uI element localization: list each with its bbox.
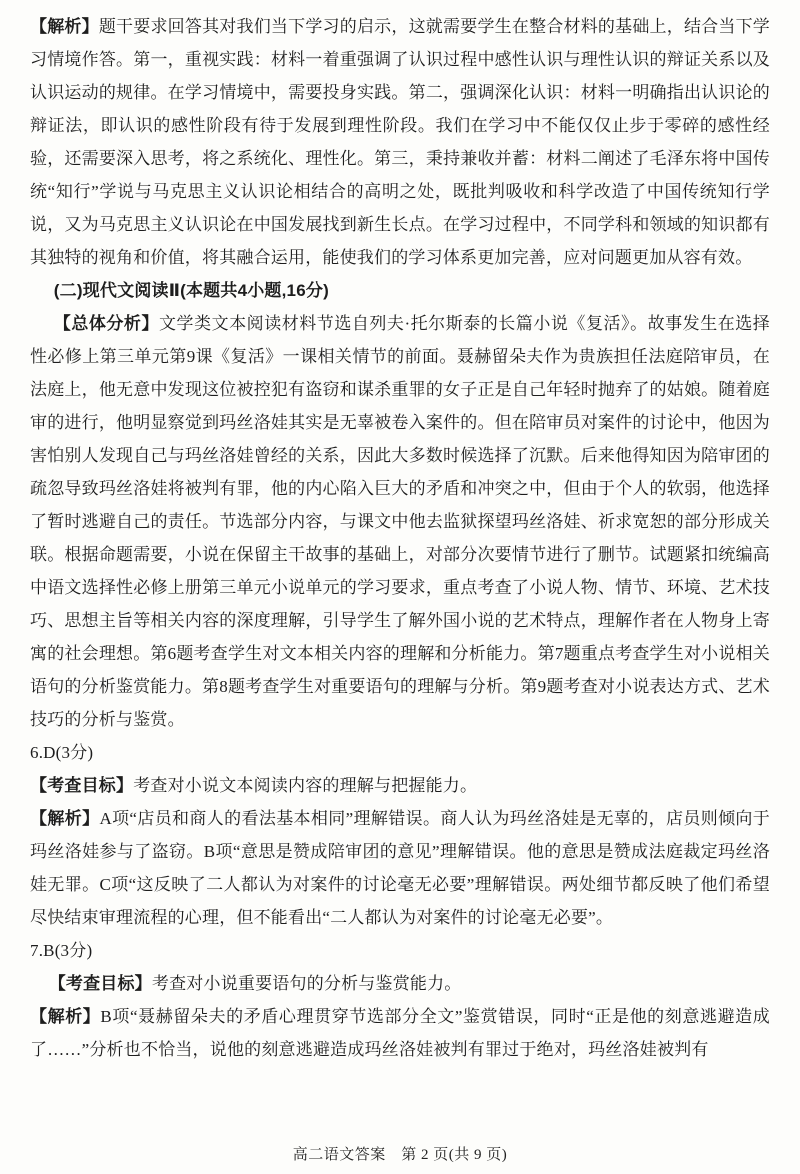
page-footer bbox=[0, 1143, 800, 1164]
q5-analysis-text: 题干要求回答其对我们当下学习的启示，这就需要学生在整合材料的基础上，结合当下学习情境作答。第一，重视实践：材料一着重强调了认识过程中感性认识与理性认识的辩证关系以及认识运动的规律。在学习情境中，需要投身实践。第二，强调深化认识：材料一明确指出认识论的辩证法，即认识的感性阶段有待于发展到理性阶段。我们在学习中不能仅仅止步于零碎的感性经验，还需要深入思考，将之系统化、理性化。第三，秉持兼收并蓄：材料二阐述了毛泽东将中国传统“知行”学说与马克思主义认识论相结合的高明之处，既批判吸收和科学改造了中国传统知行学说，又为马克思主义认识论在中国发展找到新生长点。在学习过程中，不同学科和领域的知识都有其独特的视角和价值，将其融合运用，能使我们的学习体系更加完善，应对问题更加从容有效。 bbox=[30, 17, 770, 267]
q7-analysis-paragraph bbox=[30, 1000, 770, 1066]
q6-answer-line: 6.D(3分) bbox=[30, 743, 94, 762]
analysis-label: 【解析】 bbox=[30, 809, 100, 828]
q6-goal-paragraph bbox=[30, 769, 770, 802]
q7-analysis-text: B项“聂赫留朵夫的矛盾心理贯穿节选部分全文”鉴赏错误，同时“正是他的刻意逃避造成了……”分析也不恰当，说他的刻意逃避造成玛丝洛娃被判有罪过于绝对，玛丝洛娃被判有 bbox=[30, 1007, 770, 1059]
q7-answer-line: 7.B(3分) bbox=[30, 941, 93, 960]
overall-analysis-text: 文学类文本阅读材料节选自列夫·托尔斯泰的长篇小说《复活》。故事发生在选择性必修上第三单元第9课《复活》一课相关情节的前面。聂赫留朵夫作为贵族担任法庭陪审员，在法庭上，他无意中发现这位被控犯有盗窃和谋杀重罪的女子正是自己年轻时抛弃了的姑娘。随着庭审的进行，他明显察觉到玛丝洛娃其实是无辜被卷入案件的。但在陪审员对案件的讨论中，他因为害怕别人发现自己与玛丝洛娃曾经的关系，因此大多数时候选择了沉默。后来他得知因为陪审团的疏忽导致玛丝洛娃将被判有罪，他的内心陷入巨大的矛盾和冲突之中，但由于个人的软弱，他选择了暂时逃避自己的责任。节选部分内容，与课文中他去监狱探望玛丝洛娃、祈求宽恕的部分形成关联。根据命题需要，小说在保留主干故事的基础上，对部分次要情节进行了删节。试题紧扣统编高中语文选择性必修上册第三单元小说单元的学习要求，重点考查了小说人物、情节、环境、艺术技巧、思想主旨等相关内容的深度理解，引导学生了解外国小说的艺术特点，理解作者在人物身上寄寓的社会理想。第6题考查学生对文本相关内容的理解和分析能力。第7题重点考查学生对小说相关语句的分析鉴赏能力。第8题考查学生对重要语句的理解与分析。第9题考查对小说表达方式、艺术技巧的分析与鉴赏。 bbox=[30, 314, 770, 729]
page-footer-text: 高二语文答案 第 2 页(共 9 页) bbox=[292, 1147, 508, 1163]
q6-analysis-paragraph bbox=[30, 802, 770, 934]
q6-goal-text: 考查对小说文本阅读内容的理解与把握能力。 bbox=[133, 776, 478, 795]
q5-analysis-paragraph bbox=[30, 10, 770, 274]
overall-analysis-paragraph bbox=[30, 307, 770, 736]
analysis-label: 【解析】 bbox=[30, 17, 99, 36]
q7-goal-paragraph bbox=[30, 967, 770, 1000]
goal-label: 【考查目标】 bbox=[48, 974, 152, 993]
analysis-label: 【解析】 bbox=[30, 1007, 101, 1026]
reading2-section-heading: (二)现代文阅读Ⅱ(本题共4小题,16分) bbox=[53, 281, 329, 300]
overall-analysis-label: 【总体分析】 bbox=[53, 314, 159, 333]
q7-goal-text: 考查对小说重要语句的分析与鉴赏能力。 bbox=[151, 974, 462, 993]
q6-analysis-text: A项“店员和商人的看法基本相同”理解错误。商人认为玛丝洛娃是无辜的，店员则倾向于玛丝洛娃参与了盗窃。B项“意思是赞成陪审团的意见”理解错误。他的意思是赞成法庭裁定玛丝洛娃无罪。C项“这反映了二人都认为对案件的讨论毫无必要”理解错误。两处细节都反映了他们希望尽快结束审理流程的心理，但不能看出“二人都认为对案件的讨论毫无必要”。 bbox=[30, 809, 770, 927]
goal-label: 【考查目标】 bbox=[30, 776, 134, 795]
